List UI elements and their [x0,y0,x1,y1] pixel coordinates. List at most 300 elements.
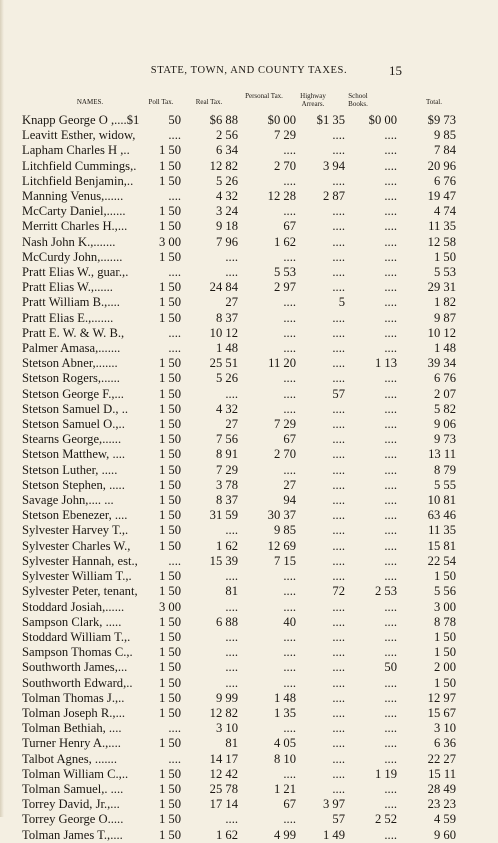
highway-arrears-cell: 3 94 [322,158,345,173]
personal-tax-cell: .... [283,204,296,219]
real-tax-cell: .... [225,523,238,538]
real-tax-cell: 27 [225,295,238,310]
highway-arrears-cell: .... [332,417,345,432]
poll-tax-cell: .... [168,553,181,568]
table-row [22,463,459,478]
highway-arrears-cell: .... [332,523,345,538]
personal-tax-cell: 7 15 [273,553,296,568]
real-tax-cell: 12 82 [209,705,238,720]
personal-tax-cell: 8 10 [273,751,296,766]
school-books-cell: .... [384,538,397,553]
personal-tax-cell: .... [283,721,296,736]
poll-tax-cell: 1 50 [158,766,181,781]
poll-tax-cell: 3 00 [158,234,181,249]
highway-arrears-cell: .... [332,371,345,386]
poll-tax-cell: 1 50 [158,462,181,477]
name-cell: Stetson Ebenezer, .... [22,508,128,523]
poll-tax-cell: 1 50 [158,523,181,538]
personal-tax-cell: 12 28 [267,189,296,204]
personal-tax-cell: 30 37 [267,508,296,523]
total-cell: 9 85 [433,128,456,143]
name-cell: Torrey George O..... [22,812,124,827]
highway-arrears-cell: .... [332,265,345,280]
total-cell: 1 50 [433,675,456,690]
school-books-cell: .... [384,204,397,219]
school-books-cell: .... [384,629,397,644]
name-cell: Sylvester Charles W., [22,538,131,553]
real-tax-cell: 7 29 [215,462,238,477]
school-books-cell: .... [384,523,397,538]
school-books-cell: .... [384,341,397,356]
name-cell: Stearns George,...... [22,432,122,447]
table-row [22,447,459,462]
poll-tax-cell: .... [168,341,181,356]
poll-tax-cell: 1 50 [158,584,181,599]
table-row [22,523,459,538]
total-cell: 11 35 [428,523,456,538]
school-books-cell: .... [384,797,397,812]
name-cell: Stetson Stephen, ..... [22,477,125,492]
school-books-cell: .... [384,128,397,143]
personal-tax-cell: 4 05 [273,736,296,751]
highway-arrears-cell: 5 [338,295,345,310]
real-tax-cell: 6 34 [215,143,238,158]
school-books-cell: .... [384,645,397,660]
page-binding-edge [0,0,4,817]
table-row [22,341,459,356]
real-tax-cell: $6 88 [209,113,238,127]
total-cell: 9 60 [433,827,456,842]
poll-tax-cell: 1 50 [158,477,181,492]
name-cell: Stetson Samuel D., .. [22,401,128,416]
personal-tax-cell: 2 70 [273,447,296,462]
table-row [22,706,459,721]
highway-arrears-cell: .... [332,310,345,325]
personal-tax-cell: $0 00 [267,113,296,127]
school-books-cell: .... [384,569,397,584]
poll-tax-cell: 1 50 [158,705,181,720]
school-books-cell: .... [384,447,397,462]
school-books-cell: .... [384,705,397,720]
total-cell: 10 81 [427,493,456,508]
name-cell: McCarty Daniel,...... [22,204,126,219]
tax-ledger-table [22,113,459,843]
real-tax-cell: 3 24 [215,204,238,219]
total-cell: 5 82 [433,401,456,416]
highway-arrears-cell: $1 35 [316,113,345,127]
table-row [22,812,459,827]
total-cell: 9 87 [433,310,456,325]
highway-arrears-cell: .... [332,599,345,614]
total-cell: 13 11 [428,447,456,462]
poll-tax-cell: 1 50 [158,447,181,462]
table-row [22,615,459,630]
highway-arrears-cell: .... [332,356,345,371]
real-tax-cell: 1 62 [215,538,238,553]
poll-tax-cell: .... [168,721,181,736]
highway-arrears-cell: 72 [332,584,345,599]
school-books-cell: .... [384,295,397,310]
highway-arrears-cell: .... [332,690,345,705]
name-cell: Talbot Agnes, ....... [22,751,117,766]
table-row [22,387,459,402]
highway-arrears-cell: .... [332,219,345,234]
name-cell: Stoddard William T.,. [22,629,131,644]
name-cell: Stetson Samuel O.,.. [22,417,125,432]
table-row [22,691,459,706]
highway-arrears-cell: .... [332,462,345,477]
personal-tax-cell: 2 97 [273,280,296,295]
total-cell: 19 47 [427,189,456,204]
highway-arrears-cell: .... [332,249,345,264]
highway-arrears-cell: .... [332,553,345,568]
total-cell: 5 55 [433,477,456,492]
name-cell: Stetson Abner,....... [22,356,118,371]
personal-tax-cell: 7 29 [273,128,296,143]
school-books-cell: 50 [384,660,397,675]
name-cell: Pratt Elias W.,...... [22,280,113,295]
table-row [22,828,459,843]
total-cell: 6 76 [433,173,456,188]
personal-tax-cell: 67 [283,432,296,447]
name-cell: Sylvester Peter, tenant, [22,584,138,599]
poll-tax-cell: 1 50 [158,417,181,432]
poll-tax-cell: 1 50 [158,173,181,188]
personal-tax-cell: .... [283,462,296,477]
highway-arrears-cell: .... [332,766,345,781]
real-tax-cell: .... [225,660,238,675]
personal-tax-cell: 12 69 [267,538,296,553]
highway-arrears-cell: .... [332,143,345,158]
table-row [22,797,459,812]
poll-tax-cell: 1 50 [158,629,181,644]
real-tax-cell: 25 51 [209,356,238,371]
table-row [22,219,459,234]
personal-tax-cell: .... [283,249,296,264]
real-tax-cell: 12 82 [209,158,238,173]
real-tax-cell: 17 14 [209,797,238,812]
highway-arrears-cell: 57 [332,386,345,401]
school-books-cell: 1 19 [374,766,397,781]
table-row [22,752,459,767]
table-row [22,432,459,447]
table-row [22,630,459,645]
table-row [22,676,459,691]
total-cell: 15 81 [427,538,456,553]
real-tax-cell: 8 37 [215,493,238,508]
real-tax-cell: 9 18 [215,219,238,234]
real-tax-cell: 5 26 [215,173,238,188]
real-tax-cell: 25 78 [209,781,238,796]
total-cell: 1 82 [433,295,456,310]
real-tax-cell: .... [225,569,238,584]
real-tax-cell: 10 12 [209,325,238,340]
table-row [22,113,459,128]
highway-arrears-cell: 2 87 [322,189,345,204]
personal-tax-cell: 2 70 [273,158,296,173]
poll-tax-cell: 1 50 [158,143,181,158]
poll-tax-cell: 1 50 [158,614,181,629]
highway-arrears-cell: .... [332,660,345,675]
real-tax-cell: 4 32 [215,189,238,204]
poll-tax-cell: 1 50 [158,295,181,310]
table-row [22,660,459,675]
page-number: 15 [389,63,402,78]
total-cell: 2 00 [433,660,456,675]
personal-tax-cell: 11 20 [268,356,296,371]
personal-tax-cell: 1 48 [273,690,296,705]
school-books-cell: .... [384,508,397,523]
real-tax-cell: 31 59 [209,508,238,523]
table-row [22,250,459,265]
school-books-cell: 1 13 [374,356,397,371]
table-row [22,600,459,615]
school-books-cell: .... [384,143,397,158]
personal-tax-cell: 1 35 [273,705,296,720]
real-tax-cell: 9 99 [215,690,238,705]
real-tax-cell: 5 26 [215,371,238,386]
table-row [22,371,459,386]
name-cell: Pratt E. W. & W. B., [22,325,125,340]
personal-tax-cell: 27 [283,477,296,492]
name-cell: Lapham Charles H ,.. [22,143,130,158]
table-row [22,584,459,599]
total-cell: $9 73 [427,113,456,127]
real-tax-cell: 1 48 [215,341,238,356]
table-row [22,143,459,158]
highway-arrears-cell: .... [332,432,345,447]
personal-tax-cell: .... [283,569,296,584]
highway-arrears-cell: .... [332,325,345,340]
name-cell: Stetson Luther, ..... [22,462,118,477]
total-cell: 1 50 [433,645,456,660]
table-row [22,493,459,508]
poll-tax-cell: 1 50 [158,781,181,796]
school-books-cell: .... [384,386,397,401]
poll-tax-cell: 1 50 [158,158,181,173]
real-tax-cell: .... [225,599,238,614]
total-cell: 1 50 [433,569,456,584]
real-tax-cell: .... [225,249,238,264]
real-tax-cell: 81 [225,584,238,599]
name-cell: Palmer Amasa,....... [22,341,121,356]
school-books-cell: .... [384,280,397,295]
personal-tax-cell: 67 [283,219,296,234]
highway-arrears-cell: .... [332,341,345,356]
name-cell: Manning Venus,...... [22,189,124,204]
poll-tax-cell: 1 50 [158,219,181,234]
header-personal-tax: Personal Tax. [245,92,283,100]
highway-arrears-cell: .... [332,751,345,766]
table-row [22,569,459,584]
table-row [22,539,459,554]
personal-tax-cell: 1 21 [273,781,296,796]
total-cell: 4 59 [433,812,456,827]
total-cell: 9 73 [433,432,456,447]
real-tax-cell: .... [225,645,238,660]
poll-tax-cell: 1 50 [158,249,181,264]
school-books-cell: .... [384,614,397,629]
personal-tax-cell: .... [283,371,296,386]
school-books-cell: .... [384,417,397,432]
highway-arrears-cell: .... [332,629,345,644]
name-cell: Stetson George F.,... [22,386,124,401]
school-books-cell: .... [384,675,397,690]
poll-tax-cell: 1 50 [158,797,181,812]
school-books-cell: .... [384,158,397,173]
personal-tax-cell: .... [283,386,296,401]
highway-arrears-cell: .... [332,736,345,751]
name-cell: Stetson Rogers,...... [22,371,120,386]
table-row [22,736,459,751]
table-row [22,645,459,660]
table-row [22,280,459,295]
personal-tax-cell: .... [283,629,296,644]
total-cell: 23 23 [427,797,456,812]
name-cell: Merritt Charles H.,... [22,219,128,234]
poll-tax-cell: 1 50 [158,675,181,690]
highway-arrears-cell: .... [332,401,345,416]
personal-tax-cell: .... [283,173,296,188]
school-books-cell: .... [384,325,397,340]
total-cell: 7 84 [433,143,456,158]
school-books-cell: .... [384,371,397,386]
total-cell: 3 10 [433,721,456,736]
real-tax-cell: 7 96 [215,234,238,249]
school-books-cell: .... [384,265,397,280]
highway-arrears-cell: 3 97 [322,797,345,812]
total-cell: 22 54 [427,553,456,568]
personal-tax-cell: .... [283,584,296,599]
poll-tax-cell: 1 50 [158,812,181,827]
highway-arrears-cell: .... [332,234,345,249]
table-row [22,767,459,782]
table-row [22,402,459,417]
highway-arrears-cell: .... [332,128,345,143]
total-cell: 10 12 [427,325,456,340]
total-cell: 6 76 [433,371,456,386]
school-books-cell: .... [384,736,397,751]
real-tax-cell: 4 32 [215,401,238,416]
table-row [22,721,459,736]
personal-tax-cell: .... [283,660,296,675]
name-cell: Leavitt Esther, widow, [22,128,136,143]
real-tax-cell: 1 62 [215,827,238,842]
total-cell: 12 58 [427,234,456,249]
table-row [22,478,459,493]
name-cell: Litchfield Cummings,. [22,158,137,173]
school-books-cell: 2 52 [374,812,397,827]
school-books-cell: .... [384,599,397,614]
poll-tax-cell: .... [168,128,181,143]
real-tax-cell: 2 56 [215,128,238,143]
total-cell: 3 00 [433,599,456,614]
real-tax-cell: 27 [225,417,238,432]
personal-tax-cell: 5 53 [273,265,296,280]
total-cell: 5 53 [433,265,456,280]
table-row [22,128,459,143]
real-tax-cell: 7 56 [215,432,238,447]
highway-arrears-cell: .... [332,477,345,492]
name-cell: Torrey David, Jr.,... [22,797,120,812]
poll-tax-cell: 1 50 [158,310,181,325]
poll-tax-cell: 1 50 [158,371,181,386]
name-cell: Stoddard Josiah,...... [22,599,125,614]
name-cell: Tolman Thomas J.,.. [22,690,125,705]
total-cell: 29 31 [427,280,456,295]
name-cell: Tolman Samuel,. .... [22,781,124,796]
school-books-cell: .... [384,173,397,188]
table-row [22,782,459,797]
highway-arrears-cell: 1 49 [322,827,345,842]
table-row [22,326,459,341]
personal-tax-cell: .... [283,325,296,340]
personal-tax-cell: .... [283,401,296,416]
total-cell: 39 34 [427,356,456,371]
poll-tax-cell: 1 50 [158,432,181,447]
school-books-cell: .... [384,219,397,234]
total-cell: 20 96 [427,158,456,173]
table-row [22,311,459,326]
school-books-cell: .... [384,189,397,204]
school-books-cell: .... [384,493,397,508]
total-cell: 22 27 [427,751,456,766]
personal-tax-cell: 1 62 [273,234,296,249]
personal-tax-cell: .... [283,599,296,614]
poll-tax-cell: 1 50 [158,569,181,584]
name-cell: Pratt Elias E.,....... [22,310,114,325]
real-tax-cell: 3 78 [215,477,238,492]
personal-tax-cell: 40 [283,614,296,629]
highway-arrears-cell: .... [332,569,345,584]
highway-arrears-cell: .... [332,508,345,523]
table-row [22,159,459,174]
real-tax-cell: 81 [225,736,238,751]
poll-tax-cell: 1 50 [158,645,181,660]
highway-arrears-cell: .... [332,204,345,219]
total-cell: 63 46 [427,508,456,523]
table-row [22,235,459,250]
total-cell: 1 50 [433,629,456,644]
total-cell: 1 48 [433,341,456,356]
school-books-cell: 2 53 [374,584,397,599]
school-books-cell: .... [384,690,397,705]
table-row [22,508,459,523]
total-cell: 8 78 [433,614,456,629]
total-cell: 28 49 [427,781,456,796]
total-cell: 15 67 [427,705,456,720]
personal-tax-cell: .... [283,812,296,827]
header-total: Total. [425,98,443,106]
name-cell: Pratt Elias W., guar.,. [22,265,129,280]
school-books-cell: .... [384,432,397,447]
total-cell: 8 79 [433,462,456,477]
real-tax-cell: 8 37 [215,310,238,325]
poll-tax-cell: 1 50 [158,493,181,508]
table-row [22,417,459,432]
real-tax-cell: 24 84 [209,280,238,295]
school-books-cell: .... [384,827,397,842]
highway-arrears-cell: .... [332,721,345,736]
school-books-cell: .... [384,553,397,568]
personal-tax-cell: 94 [283,493,296,508]
poll-tax-cell: .... [168,189,181,204]
highway-arrears-cell: .... [332,781,345,796]
total-cell: 11 35 [428,219,456,234]
real-tax-cell: 15 39 [209,553,238,568]
personal-tax-cell: 67 [283,797,296,812]
name-cell: Southworth James,... [22,660,128,675]
